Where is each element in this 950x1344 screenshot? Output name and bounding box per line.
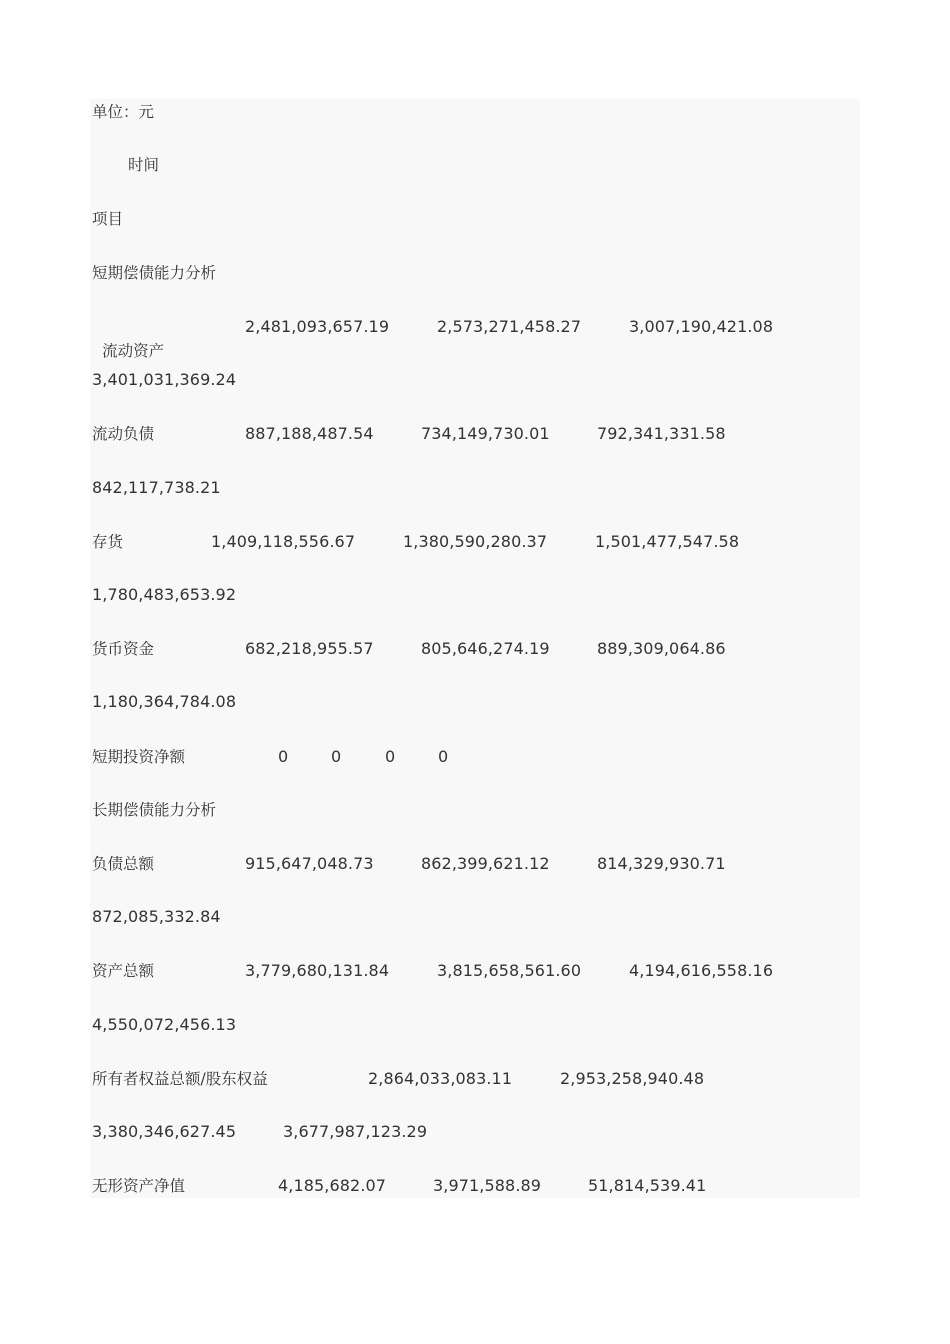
section-title-short-term: 短期偿债能力分析: [92, 264, 217, 282]
row-label: 所有者权益总额/股东权益: [92, 1070, 268, 1088]
cell-value: 872,085,332.84: [92, 907, 221, 926]
cell-value: 3,971,588.89: [433, 1176, 542, 1195]
unit-label: 单位：元: [92, 103, 155, 121]
cell-value: 0: [331, 747, 342, 766]
row-label: 资产总额: [92, 962, 155, 980]
cell-value: 4,194,616,558.16: [629, 961, 774, 980]
cell-value: 734,149,730.01: [421, 424, 550, 443]
cell-value: 3,007,190,421.08: [629, 317, 774, 336]
section-title-long-term: 长期偿债能力分析: [92, 801, 217, 819]
row-label: 流动资产: [102, 342, 165, 360]
row-label: 货币资金: [92, 640, 155, 658]
row-label: 短期投资净额: [92, 748, 186, 766]
cell-value: 2,481,093,657.19: [245, 317, 390, 336]
row-label: 流动负债: [92, 425, 155, 443]
row-label: 存货: [92, 533, 124, 551]
cell-value: 842,117,738.21: [92, 478, 221, 497]
cell-value: 3,677,987,123.29: [283, 1122, 428, 1141]
cell-value: 0: [278, 747, 289, 766]
row-label: 无形资产净值: [92, 1177, 186, 1195]
cell-value: 1,409,118,556.67: [211, 532, 356, 551]
cell-value: 862,399,621.12: [421, 854, 550, 873]
cell-value: 915,647,048.73: [245, 854, 374, 873]
cell-value: 3,380,346,627.45: [92, 1122, 237, 1141]
cell-value: 805,646,274.19: [421, 639, 550, 658]
cell-value: 0: [438, 747, 449, 766]
cell-value: 1,501,477,547.58: [595, 532, 740, 551]
cell-value: 3,815,658,561.60: [437, 961, 582, 980]
cell-value: 682,218,955.57: [245, 639, 374, 658]
cell-value: 887,188,487.54: [245, 424, 374, 443]
row-label: 负债总额: [92, 855, 155, 873]
cell-value: 889,309,064.86: [597, 639, 726, 658]
cell-value: 1,180,364,784.08: [92, 692, 237, 711]
cell-value: 2,864,033,083.11: [368, 1069, 513, 1088]
cell-value: 3,779,680,131.84: [245, 961, 390, 980]
cell-value: 0: [385, 747, 396, 766]
row-current-assets: [92, 315, 165, 360]
cell-value: 792,341,331.58: [597, 424, 726, 443]
cell-value: 2,953,258,940.48: [560, 1069, 705, 1088]
cell-value: 51,814,539.41: [588, 1176, 707, 1195]
cell-value: 3,401,031,369.24: [92, 370, 237, 389]
header-time: 时间: [128, 156, 160, 174]
cell-value: 1,380,590,280.37: [403, 532, 548, 551]
cell-value: 814,329,930.71: [597, 854, 726, 873]
cell-value: 1,780,483,653.92: [92, 585, 237, 604]
header-item: 项目: [92, 210, 124, 228]
cell-value: 4,185,682.07: [278, 1176, 387, 1195]
cell-value: 4,550,072,456.13: [92, 1015, 237, 1034]
cell-value: 2,573,271,458.27: [437, 317, 582, 336]
